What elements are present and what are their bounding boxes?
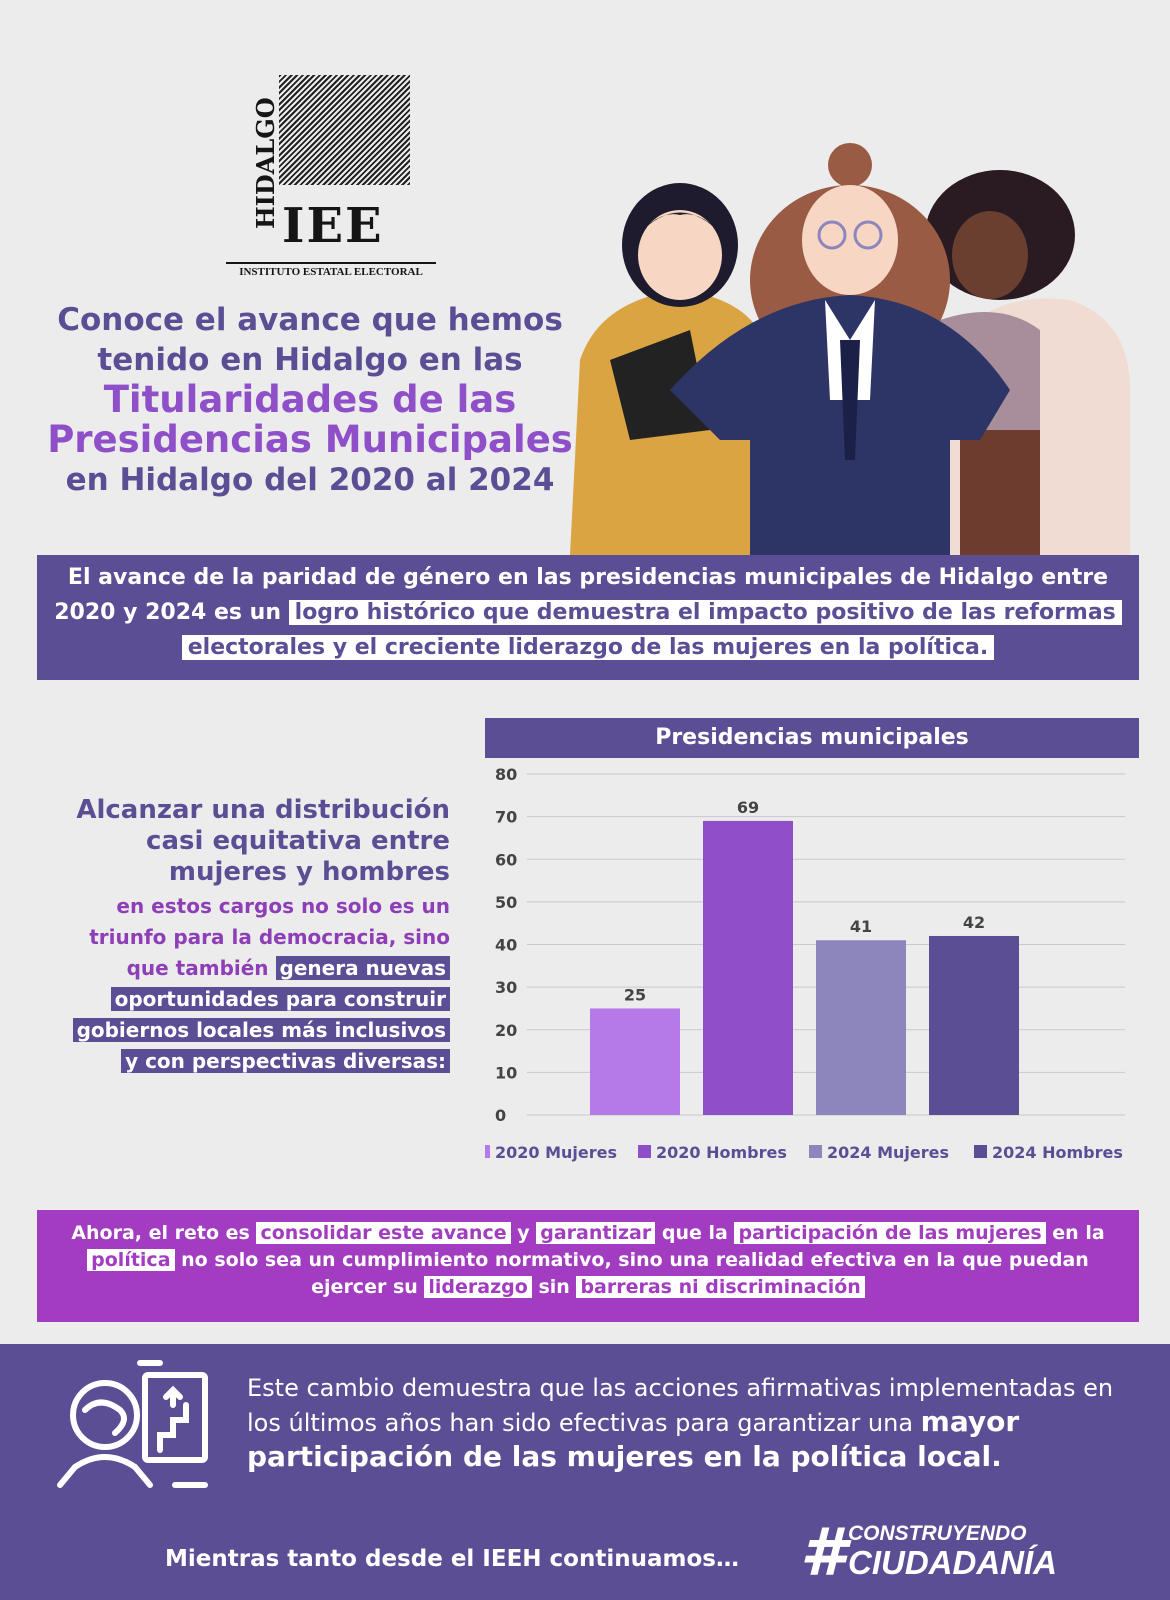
challenge-h4: política [87, 1249, 174, 1271]
legend-swatch [485, 1145, 490, 1158]
data-label: 69 [736, 797, 760, 817]
logo-hidalgo-text: HIDALGO [251, 97, 280, 229]
challenge-p2: y [517, 1222, 530, 1244]
challenge-h1: consolidar este avance [256, 1222, 510, 1244]
footer-text [247, 1372, 1147, 1475]
bar [590, 1008, 680, 1115]
data-label: 25 [623, 985, 647, 1005]
y-tick-label: 50 [495, 892, 518, 912]
side-highlight-4: y con perspectivas diversas: [121, 1049, 450, 1073]
data-label: 41 [849, 917, 873, 937]
bar [929, 936, 1019, 1115]
y-tick-label: 0 [495, 1106, 507, 1125]
women-illustration [570, 140, 1170, 555]
bar-chart [485, 762, 1139, 1172]
side-heading [35, 795, 450, 888]
legend-label: 2020 Mujeres [495, 1143, 618, 1162]
legend-swatch [809, 1145, 822, 1158]
legend-label: 2024 Hombres [992, 1143, 1123, 1162]
challenge-p5: no solo sea un cumplimiento normativo, sino una realidad efectiva en la que puedan ejercer su [181, 1249, 1089, 1298]
y-tick-label: 30 [495, 978, 518, 998]
y-tick-label: 70 [495, 807, 518, 827]
challenge-h5: liderazgo [424, 1276, 531, 1298]
side-text-1: en estos cargos no solo es un [116, 894, 450, 918]
side-text [35, 891, 450, 1077]
bar [703, 821, 793, 1115]
side-heading-2: casi equitativa entre [146, 826, 450, 856]
page-title [30, 300, 590, 500]
logo-main-text: IEE [282, 198, 384, 254]
legend-label: 2024 Mujeres [827, 1143, 950, 1162]
challenge-p4: en la [1052, 1222, 1105, 1244]
side-highlight-2: oportunidades para construir [111, 987, 450, 1011]
hashtag-logo [800, 1514, 1057, 1591]
title-line-4: Presidencias Municipales [47, 418, 573, 461]
intro-part-1: El avance de la paridad de género en las presidencias municipales de Hidalgo entre 2020 y 2024 es un [54, 565, 1109, 625]
bar [816, 940, 906, 1115]
hashtag-line-2: CIUDADANÍA [848, 1544, 1057, 1581]
challenge-h2: garantizar [536, 1222, 655, 1244]
y-tick-label: 60 [495, 850, 518, 870]
title-line-3: Titularidades de las [103, 378, 517, 421]
chart-title: Presidencias municipales [485, 718, 1139, 758]
challenge-p3: que la [661, 1222, 728, 1244]
side-text-3: que también [126, 956, 269, 980]
y-tick-label: 80 [495, 765, 518, 784]
logo-subtitle: INSTITUTO ESTATAL ELECTORAL [226, 262, 436, 278]
y-tick-label: 10 [495, 1063, 518, 1083]
footer-body: Este cambio demuestra que las acciones afirmativas implementadas en los últimos años han sido efectivas para garantizar una [247, 1374, 1114, 1437]
logo-graphic [279, 75, 410, 185]
title-line-1: Conoce el avance que hemos [57, 302, 563, 338]
challenge-h6: barreras ni discriminación [576, 1276, 864, 1298]
side-heading-3: mujeres y hombres [168, 857, 450, 887]
challenge-text [50, 1220, 1126, 1301]
y-tick-label: 40 [495, 935, 518, 955]
hashtag-line-1: CONSTRUYENDO [848, 1522, 1027, 1545]
side-highlight-1: genera nuevas [276, 956, 450, 980]
intro-highlight-2: electorales y el creciente liderazgo de las mujeres en la política. [182, 635, 995, 660]
side-heading-1: Alcanzar una distribución [76, 795, 450, 825]
challenge-p6: sin [538, 1276, 570, 1298]
side-text-2: triunfo para la democracia, sino [89, 925, 450, 949]
intro-text [37, 560, 1139, 665]
challenge-p1: Ahora, el reto es [71, 1222, 250, 1244]
hashtag-symbol: # [800, 1514, 846, 1591]
title-line-5: en Hidalgo del 2020 al 2024 [65, 462, 555, 498]
challenge-h3: participación de las mujeres [734, 1222, 1045, 1244]
y-tick-label: 20 [495, 1020, 518, 1040]
legend-swatch [638, 1145, 651, 1158]
side-highlight-3: gobiernos locales más inclusivos [73, 1018, 450, 1042]
title-line-2: tenido en Hidalgo en las [97, 342, 523, 378]
data-label: 42 [962, 912, 986, 932]
woman-growth-icon [45, 1355, 225, 1505]
legend-label: 2020 Hombres [656, 1143, 787, 1162]
intro-highlight-1: logro histórico que demuestra el impacto positivo de las reformas [289, 600, 1122, 625]
legend-swatch [974, 1145, 987, 1158]
footer-bold: mayor participación de las mujeres en la política local. [247, 1405, 1020, 1473]
footer-tagline: Mientras tanto desde el IEEH continuamos… [165, 1546, 739, 1572]
